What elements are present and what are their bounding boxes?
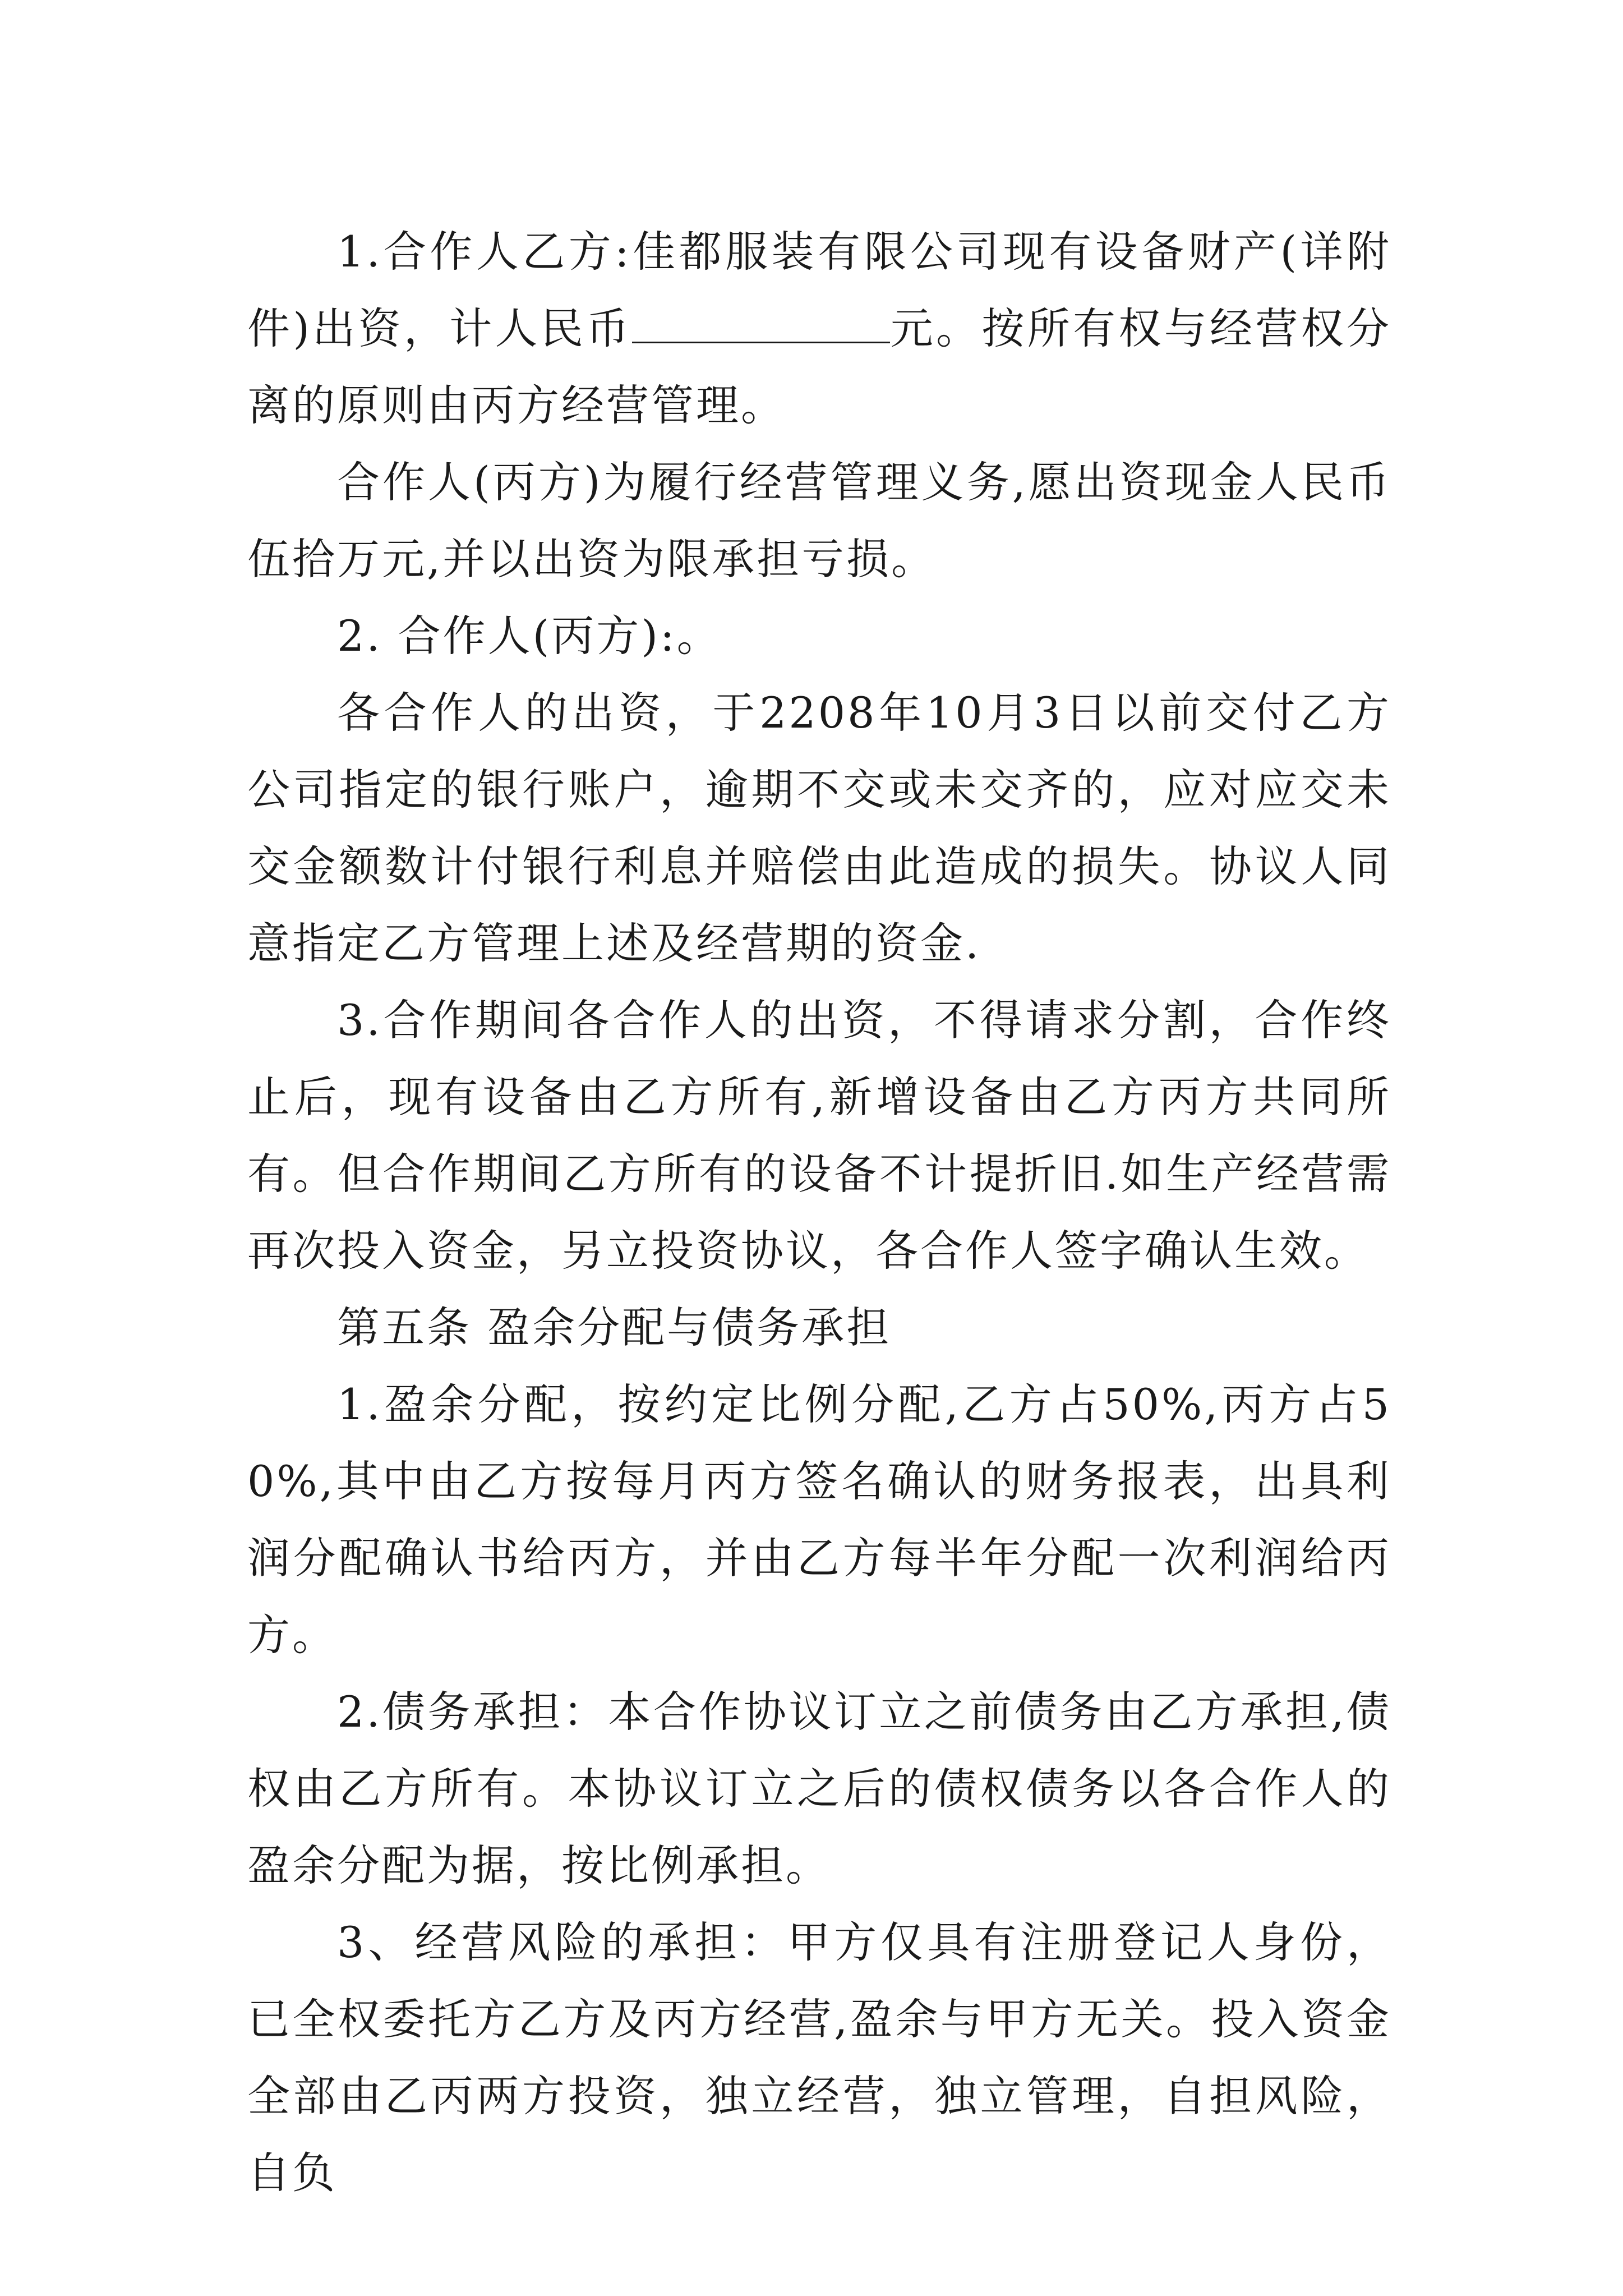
paragraph-1-text-a: 1.合作人乙方:佳都服装有限公司现有设备财产(详附件)出资，计人民币 — [247, 227, 1391, 353]
paragraph-5: 3.合作期间各合作人的出资，不得请求分割，合作终止后，现有设备由乙方所有,新增设备由乙方丙方共同所有。但合作期间乙方所有的设备不计提折旧.如生产经营需再次投入资金，另立投资协议，各合作人签字确认生效。 — [247, 995, 1391, 1276]
document-body — [247, 213, 1391, 2211]
paragraph-1-text-b: 元。按所有权与经营权分离的原则由丙方经营管理。 — [247, 303, 1392, 430]
paragraph-2: 合作人(丙方)为履行经营管理义务,愿出资现金人民币伍拾万元,并以出资为限承担亏损。 — [247, 457, 1391, 584]
paragraph-1 — [247, 213, 1391, 444]
paragraph-4: 各合作人的出资，于2208年10月3日以前交付乙方公司指定的银行账户，逾期不交或未交齐的，应对应交未交金额数计付银行利息并赔偿由此造成的损失。协议人同意指定乙方管理上述及经营期的资金. — [247, 688, 1391, 968]
amount-blank-line — [632, 302, 890, 343]
paragraph-9: 3、经营风险的承担：甲方仅具有注册登记人身份，已全权委托方乙方及丙方经营,盈余与甲方无关。投入资金全部由乙丙两方投资，独立经营，独立管理，自担风险，自负 — [247, 1917, 1391, 2198]
section-heading-article-5: 第五条 盈余分配与债务承担 — [337, 1303, 892, 1352]
paragraph-7: 1.盈余分配，按约定比例分配,乙方占50%,丙方占50%,其中由乙方按每月丙方签名确认的财务报表，出具利润分配确认书给丙方，并由乙方每半年分配一次利润给丙方。 — [247, 1379, 1391, 1660]
paragraph-3: 2. 合作人(丙方):。 — [337, 611, 722, 661]
paragraph-8: 2.债务承担：本合作协议订立之前债务由乙方承担,债权由乙方所有。本协议订立之后的债权债务以各合作人的盈余分配为据，按比例承担。 — [247, 1687, 1391, 1890]
